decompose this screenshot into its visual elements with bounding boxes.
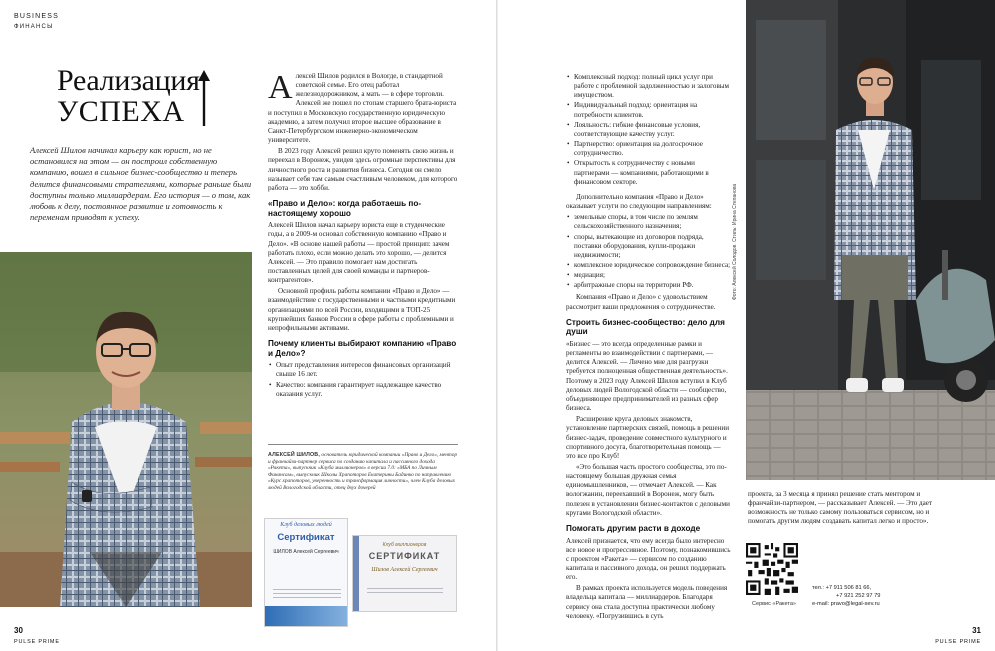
intro-paragraph [268,69,458,145]
dropcap: А [268,69,293,106]
list-item: • комплексное юридическое сопровождение бизнеса; [566,261,731,270]
left-page [0,0,497,651]
paragraph: Компания «Право и Дело» с удовольствием рассмотрит ваши предложения о сотрудничестве. [566,293,716,311]
paragraph: Алексей Шилов начал карьеру юриста еще в студенческие годы, а в 2009-м основал собственную компанию «Право и Дело». «В основе нашей работы — простой принцип: зачем работать плохо, если можно делать это хорошо, — делится Алексей. — Это правило помогает нам достигать поставленных целей для своей команды и партнеров-контрагентов». [268,221,450,285]
bullet-list [566,213,731,290]
certificate-edge [353,536,359,612]
portrait-photo [0,252,252,607]
section-line1: BUSINESS [14,13,59,20]
bio-text: основатель юридической компании «Право и Дело», ментор и франчайзи-партнер сервиса по созданию капитала и пассивного дохода «Ракета», выпускник «Клуба миллионеров» в версии 7.0: «МБА по Личным Финансам», выпускник Школы Храпоторов Екатерины Бадинко по направлению «Курс храпоторов, уверенность и трансформация личности», член Клуба деловых людей Вологодской области, отец двух дочерей [268,452,458,491]
certificate-title: Сертификат [277,531,335,543]
list-item: • Партнерство: ориентация на долгосрочное сотрудничество. [566,140,731,158]
paragraph: Дополнительно компания «Право и Дело» оказывает услуги по следующим направлениям: [566,192,712,211]
section-label [14,12,59,32]
divider [268,444,458,445]
magazine-brand: PULSE PRIME [935,639,981,645]
paragraph: проекта, за 3 месяца я принял решение стать ментором и франчайзи-партнером, — рассказывает Алексей. — Это дает возможность не только самому пользоваться сервисом, но и помогать другим людям создавать капитал легко и просто». [748,490,933,526]
bullet-list [566,73,731,187]
certificate-club [264,518,348,627]
list-item: • Комплексный подход: полный цикл услуг при работе с проблемной задолженностью и залоговым имуществом. [566,73,731,100]
email-link[interactable]: e-mail: pravo@legal-sev.ru [812,600,880,607]
column-4 [748,490,938,529]
paragraph: Алексей признается, что ему всегда было интересно все новое и прогрессивное. Поэтому, познакомившись с проектом «Ракета» — сервисом по созданию капитала и пассивного дохода, он решил поддержать его. [566,536,731,582]
right-page [498,0,995,651]
title-line2: УСПЕХА [57,95,185,128]
list-item: • Опыт представления интересов финансовых организаций свыше 16 лет. [268,361,458,379]
list-item: • Открытость к сотрудничеству с новыми партнерами — компаниями, работающими в финансовом секторе. [566,159,731,186]
certificate-issuer: Клуб миллионеров [382,542,427,548]
certificate-lines [273,589,341,601]
subheading: «Право и Дело»: когда работаешь по-настоящему хорошо [268,199,422,218]
subheading: Строить бизнес-сообщество: дело для души [566,317,725,337]
list-item: • споры, вытекающие из договоров подряда, поставки оборудования, купли-продажи недвижимости; [566,233,731,260]
column-1 [268,69,458,402]
list-item: • земельные споры, в том числе по землям сельскохозяйственного назначения; [566,213,731,231]
paragraph: В 2023 году Алексей решил круто поменять свою жизнь и переехал в Воронеж, увидев здесь огромные перспективы для личностного роста и развития бизнеса. Сегодня он смело называет себя там самым счастливым человеком, для которого работа — это хобби. [268,147,458,192]
list-item: • арбитражные споры на территории РФ. [566,281,731,290]
title-line1: Реализация [57,64,200,97]
phone-line: тел.: +7 911 506 81 66, [812,585,872,591]
certificate-holder: Шилов Алексей Сергеевич [371,567,438,573]
list-item: • Лояльность: гибкие финансовые условия, соответствующие качеству услуг. [566,121,731,139]
bio-caption [268,452,458,492]
section-line2: ФИНАНСЫ [14,24,54,30]
article-title [57,66,200,128]
certificate-lines [367,588,443,596]
certificate-issuer: Клуб деловых людей [280,522,332,528]
list-item: • Качество: компания гарантирует надлежащее качество оказания услуг. [268,381,458,399]
certificate-holder: ШИЛОВ Алексей Сергеевич [273,548,339,555]
paragraph: «Это большая часть простого сообщества, это по-настоящему большая дружная семья единомышленников, — отмечает Алексей. — Как вологжанин, переехавший в Воронеж, могу быть полезен в установлении бизнес-контактов с деловыми кругами Вологодской области». [566,462,730,517]
paragraph: «Бизнес — это всегда определенные рамки и регламенты во взаимодействии с партнерами, — делится Алексей. — Личено мне для разгрузки требуется полноценная общественная деятельность». Поэтому в 2023 году Алексей Шилов вступил в Клуб деловых людей Вологодской области — сообщество, объединяющее предпринимателей из разных сфер бизнеса. [566,339,728,413]
page-number: 31 [972,626,981,635]
full-length-photo [746,0,995,480]
phone-line: +7 921 252 97 79 [836,592,881,599]
contact-info [812,585,880,608]
article-lead: Алексей Шилов начинал карьеру как юрист, но не остановился на этом — он построил собственную компанию, вошел в сильное бизнес-сообщество и теперь делится финансовыми стратегиями, которые раньше были доступны только миллиардерам. Его история — о том, как любовь к делу, постоянное развитие и готовность к переменам приводят к успеху. [30,145,252,223]
certificate-millionaires [352,535,457,612]
certificate-title: СЕРТИФИКАТ [368,551,441,561]
intro-text: лексей Шилов родился в Вологде, в стандартной советской семье. Его отец работал железнодорожником, а мать — в сфере торговли. Алексей же пошел по стопам старшего брата-юриста и поступил в Московскую государственную юридическую академию, а затем получил второе высшее образование в Санкт-Петербургском инженерно-экономическом университете. [268,72,457,145]
paragraph: Основной профиль работы компании «Право и Дело» — взаимодействие с государственными и частными кредитными организациями по всей России, входящими в ТОП-25 крупнейших банков России в сфере работы с проблемными и непрофильными активами. [268,287,456,332]
photo-credit: Фото: Алексей Солодов. Стиль: Ирина Степанова [732,183,738,300]
magazine-brand: PULSE PRIME [14,639,60,645]
paragraph: Расширение круга деловых знакомств, установление партнерских связей, помощь в решении бизнес-задач, проведение совместного культурного и спортивного досуга, благотворительная помощь — это все про Клуб! [566,415,730,460]
subheading: Помогать другим расти в доходе [566,523,701,533]
up-arrow-icon [196,70,212,126]
page-number: 30 [14,626,23,635]
list-item: • Индивидуальный подход: ориентация на потребности клиентов. [566,101,731,119]
certificate-band [265,606,348,626]
list-item: • медиация; [566,271,731,280]
subheading: Почему клиенты выбирают компанию «Право и Дело»? [268,339,457,358]
paragraph: В рамках проекта используется модель поведения владельца капитала — миллиардеров. Благодаря сервису она стала доступна практически любому человеку. «Погрузившись в суть [566,584,728,620]
column-3 [566,72,731,623]
bullet-list [268,361,458,399]
qr-code-icon[interactable] [746,543,798,595]
qr-caption: Сервис «Ракета» [752,601,796,607]
bio-name: АЛЕКСЕЙ ШИЛОВ, [268,452,321,458]
